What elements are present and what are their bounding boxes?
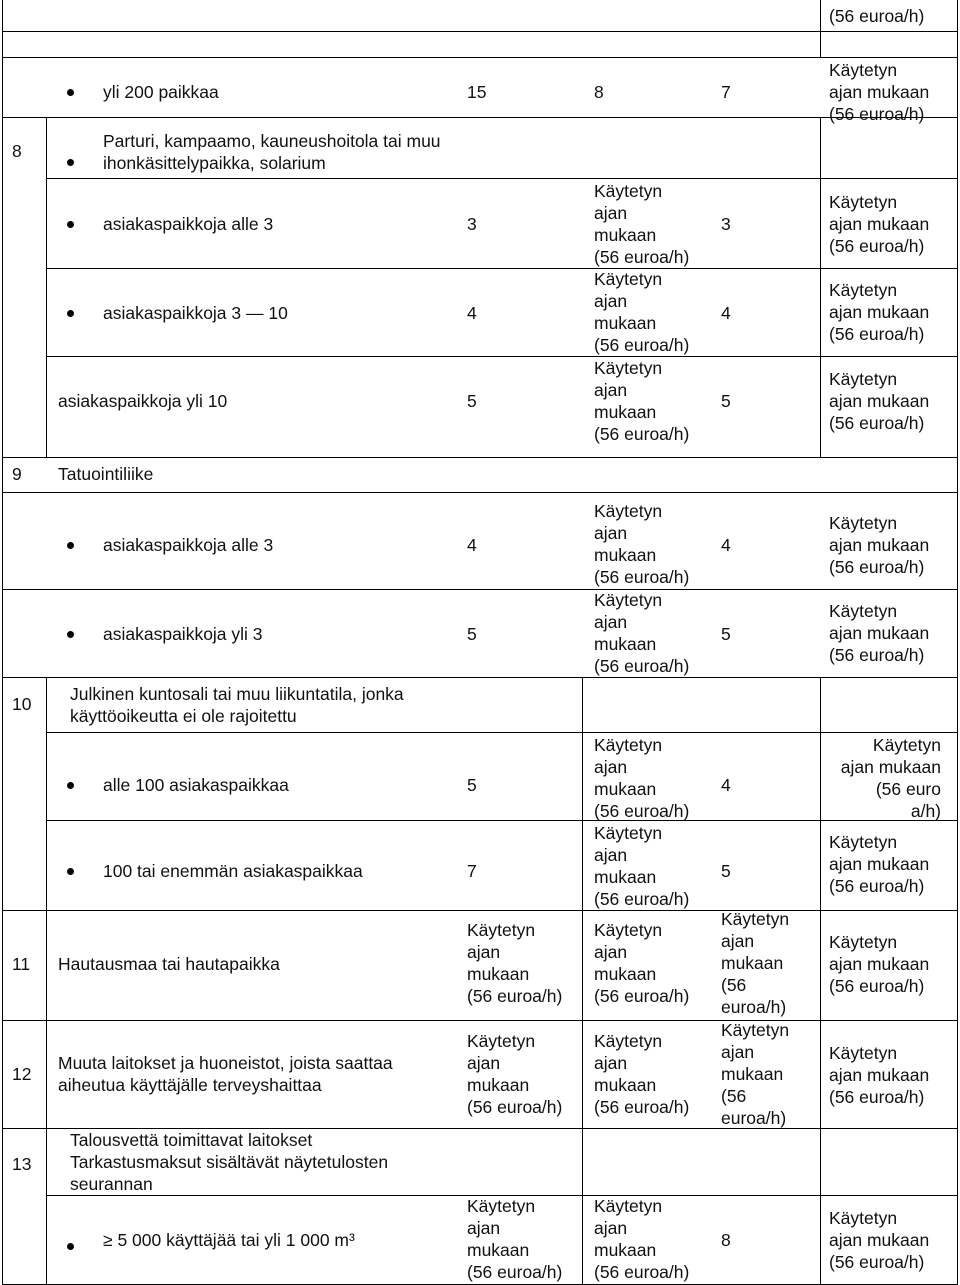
fee-cell: Käytetyn ajan mukaan (56 euroa/h) xyxy=(467,1031,563,1117)
grid-line xyxy=(2,117,958,118)
value-c: 5 xyxy=(721,861,731,881)
value-c: 4 xyxy=(721,775,731,795)
grid-line xyxy=(2,910,958,911)
row-label: asiakaspaikkoja alle 3 xyxy=(103,535,274,555)
bullet-icon xyxy=(67,631,74,638)
bullet-icon xyxy=(67,221,74,228)
grid-line xyxy=(957,0,958,1285)
fee-cell: Käytetyn ajan mukaan (56 euroa/h) xyxy=(594,269,690,355)
fee-cell: Käytetyn ajan mukaan (56 euroa/h) xyxy=(829,1043,930,1107)
fee-cell: Käytetyn ajan mukaan (56 euroa/h) xyxy=(594,181,690,267)
row-label: asiakaspaikkoja 3 — 10 xyxy=(103,303,288,323)
grid-line xyxy=(820,117,821,457)
row-label: alle 100 asiakaspaikkaa xyxy=(103,775,289,795)
value-c: 4 xyxy=(721,303,731,323)
fee-cell: Käytetyn ajan mukaan (56 euroa/h) xyxy=(594,1196,690,1282)
fee-cell: Käytetyn ajan mukaan (56 euroa/h) xyxy=(829,192,930,256)
grid-line xyxy=(46,732,958,733)
fee-cell: Käytetyn ajan mukaan (56 euroa/h) xyxy=(594,501,690,587)
fee-cell: Käytetyn ajan mukaan (56 euroa/h) xyxy=(594,590,690,676)
grid-line xyxy=(46,268,958,269)
value-a: 7 xyxy=(467,861,477,881)
value-c: 7 xyxy=(721,82,731,102)
row-label: Parturi, kampaamo, kauneushoitola tai muu ihonkäsittelypaikka, solarium xyxy=(103,131,441,173)
grid-line xyxy=(2,31,958,32)
bullet-icon xyxy=(67,89,74,96)
row-label: Julkinen kuntosali tai muu liikuntatila, jonka käyttöoikeutta ei ole rajoitettu xyxy=(70,684,404,726)
grid-line xyxy=(46,820,958,821)
fee-cell: Käytetyn ajan mukaan (56 euroa/h) xyxy=(829,513,930,577)
row-label: Tatuointiliike xyxy=(58,464,154,484)
grid-line xyxy=(582,677,583,1285)
row-number: 10 xyxy=(12,694,32,714)
value-a: 5 xyxy=(467,775,477,795)
value-a: 3 xyxy=(467,214,477,234)
fee-cell: Käytetyn ajan mukaan (56 euroa/h) xyxy=(594,920,690,1006)
grid-line xyxy=(46,117,47,457)
row-label: 100 tai enemmän asiakaspaikkaa xyxy=(103,861,363,881)
fee-cell: Käytetyn ajan mukaan (56 euroa/h) xyxy=(829,369,930,433)
value-a: 15 xyxy=(467,82,487,102)
grid-line xyxy=(2,57,958,58)
row-label: Muuta laitokset ja huoneistot, joista saattaa aiheutua käyttäjälle terveyshaittaa xyxy=(58,1053,393,1095)
row-number: 11 xyxy=(12,954,31,974)
bullet-icon xyxy=(67,310,74,317)
grid-line xyxy=(820,0,821,57)
grid-line xyxy=(820,677,821,1285)
fee-cell: Käytetyn ajan mukaan (56 euroa/h) xyxy=(467,920,563,1006)
row-number: 9 xyxy=(12,464,22,484)
fee-cell: Käytetyn ajan mukaan (56 euroa/h) xyxy=(829,932,930,996)
fee-cell: Käytetyn ajan mukaan (56 euroa/h) xyxy=(829,280,930,344)
bullet-icon xyxy=(67,1243,74,1250)
row-label: Talousvettä toimittavat laitokset Tarkastusmaksut sisältävät näytetulosten seurannan xyxy=(70,1130,389,1194)
fee-cell: Käytetyn ajan mukaan (56 euroa/h) xyxy=(594,735,690,821)
value-c: 5 xyxy=(721,391,731,411)
value-a: 5 xyxy=(467,391,477,411)
fee-cell: Käytetyn ajan mukaan (56 euroa/h) xyxy=(721,909,790,1017)
value-c: 3 xyxy=(721,214,731,234)
fee-cell: Käytetyn ajan mukaan (56 euroa/h) xyxy=(829,1208,930,1272)
fee-cell: Käytetyn ajan mukaan (56 euroa/h) xyxy=(829,601,930,665)
row-label: yli 200 paikkaa xyxy=(103,82,219,102)
grid-line xyxy=(2,492,958,493)
fee-cell: Käytetyn ajan mukaan (56 euroa/h) xyxy=(594,823,690,909)
row-number: 12 xyxy=(12,1064,32,1084)
row-number: 8 xyxy=(12,141,22,161)
bullet-icon xyxy=(67,542,74,549)
bullet-icon xyxy=(67,159,74,166)
fee-cell: Käytetyn ajan mukaan (56 euroa/h) xyxy=(467,1196,563,1282)
value-c: 5 xyxy=(721,624,731,644)
value-a: 4 xyxy=(467,303,477,323)
bullet-icon xyxy=(67,782,74,789)
fee-cell: Käytetyn ajan mukaan (56 euroa/h) xyxy=(594,1031,690,1117)
row-label: asiakaspaikkoja yli 3 xyxy=(103,624,263,644)
fee-cell: Käytetyn ajan mukaan (56 euroa/h) xyxy=(829,832,930,896)
row-label: ≥ 5 000 käyttäjää tai yli 1 000 m³ xyxy=(103,1230,355,1250)
grid-line xyxy=(2,589,958,590)
bullet-icon xyxy=(67,868,74,875)
fee-cell: Käytetyn ajan mukaan (56 euroa/h) xyxy=(721,1020,790,1128)
value-c: 8 xyxy=(721,1230,731,1250)
grid-line xyxy=(46,356,958,357)
fee-cell: Käytetyn ajan mukaan (56 euro a/h) xyxy=(840,735,941,821)
grid-line xyxy=(2,457,958,458)
row-label: asiakaspaikkoja yli 10 xyxy=(58,391,228,411)
fee-cell: Käytetyn ajan mukaan (56 euroa/h) xyxy=(829,60,930,124)
value-a: 5 xyxy=(467,624,477,644)
grid-line xyxy=(46,178,958,179)
grid-line xyxy=(46,677,47,1285)
value-a: 4 xyxy=(467,535,477,555)
grid-line xyxy=(2,1020,958,1021)
fee-cell: (56 euroa/h) xyxy=(829,6,925,26)
grid-line xyxy=(2,0,3,1285)
value-b: 8 xyxy=(594,82,604,102)
row-label: Hautausmaa tai hautapaikka xyxy=(58,954,280,974)
fee-cell: Käytetyn ajan mukaan (56 euroa/h) xyxy=(594,358,690,444)
row-label: asiakaspaikkoja alle 3 xyxy=(103,214,274,234)
value-c: 4 xyxy=(721,535,731,555)
grid-line xyxy=(2,677,958,678)
row-number: 13 xyxy=(12,1154,32,1174)
